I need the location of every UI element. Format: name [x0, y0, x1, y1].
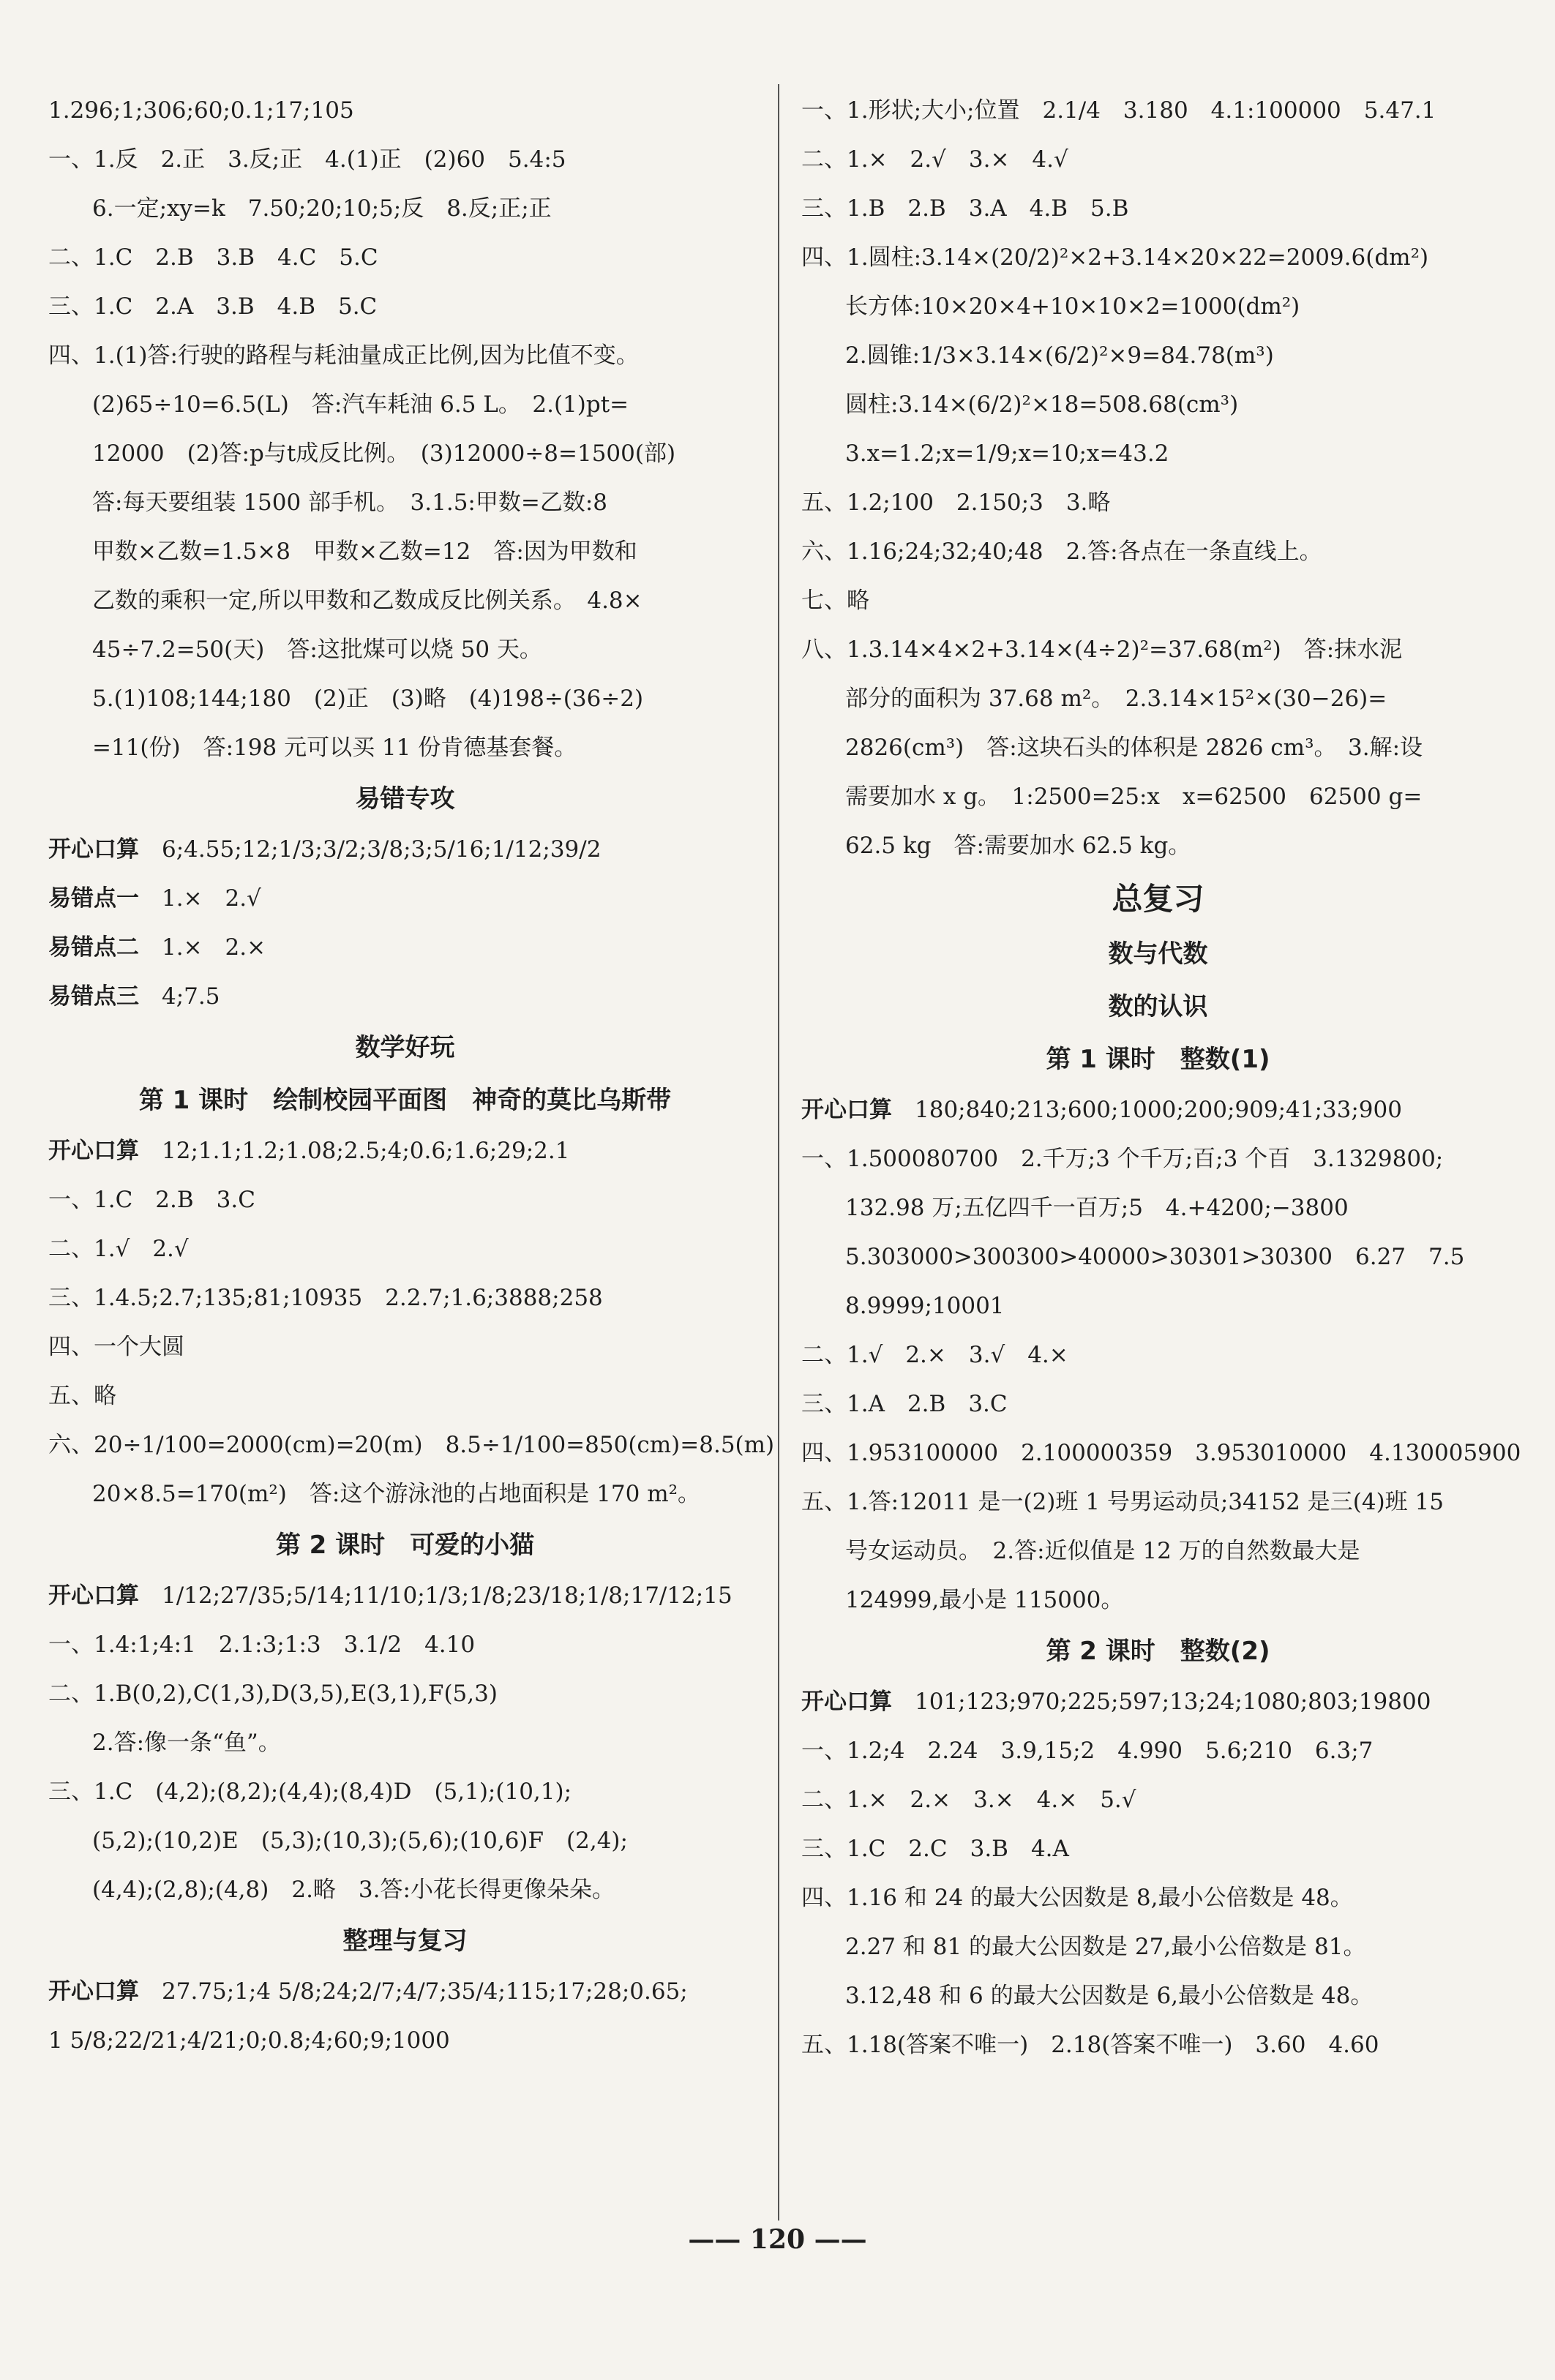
kaixin-line — [48, 1127, 762, 1176]
answer-line: (4,4);(2,8);(4,8) 2.略 3.答:小花长得更像朵朵。 — [92, 1877, 615, 1903]
kaixin-value: 12;1.1;1.2;1.08;2.5;4;0.6;1.6;29;2.1 — [162, 1138, 570, 1164]
error-point-label: 易错点二 — [48, 934, 139, 961]
answer-line: 二、1.B(0,2),C(1,3),D(3,5),E(3,1),F(5,3) — [48, 1681, 498, 1707]
answer-line: 1 5/8;22/21;4/21;0;0.8;4;60;9;1000 — [48, 2027, 450, 2054]
answer-line: 四、1.953100000 2.100000359 3.953010000 4.130005900 — [801, 1440, 1521, 1466]
answer-line: 三、1.C 2.A 3.B 4.B 5.C — [48, 293, 378, 320]
answer-line: 四、1.16 和 24 的最大公因数是 8,最小公倍数是 48。 — [801, 1885, 1353, 1911]
answer-line: 三、1.4.5;2.7;135;81;10935 2.2.7;1.6;3888;258 — [48, 1285, 603, 1311]
kaixin-label: 开心口算 — [801, 1097, 892, 1123]
error-point-line — [48, 874, 762, 923]
lesson-title: 第 2 课时 可爱的小猫 — [275, 1531, 535, 1560]
answer-line: 二、1.√ 2.√ — [48, 1236, 189, 1262]
answer-line: 一、1.500080700 2.千万;3 个千万;百;3 个百 3.1329800; — [801, 1146, 1444, 1172]
error-point-value: 4;7.5 — [162, 983, 220, 1010]
answer-line: 3.12,48 和 6 的最大公因数是 6,最小公倍数是 48。 — [845, 1983, 1374, 2009]
answer-line: 七、略 — [801, 588, 869, 614]
answer-line: 四、一个大圆 — [48, 1334, 184, 1360]
answer-line: 一、1.2;4 2.24 3.9,15;2 4.990 5.6;210 6.3;7 — [801, 1738, 1374, 1764]
answer-line: 一、1.C 2.B 3.C — [48, 1187, 255, 1213]
error-point-label: 易错点三 — [48, 983, 139, 1010]
answer-line: 6.一定;xy=k 7.50;20;10;5;反 8.反;正;正 — [92, 195, 552, 222]
kaixin-label: 开心口算 — [48, 836, 139, 863]
answer-line: 45÷7.2=50(天) 答:这批煤可以烧 50 天。 — [92, 637, 542, 663]
subsection-title: 数的认识 — [1108, 992, 1208, 1021]
chapter-title: 总复习 — [1112, 881, 1204, 917]
answer-line: 一、1.形状;大小;位置 2.1/4 3.180 4.1:100000 5.47.1 — [801, 97, 1436, 124]
answer-line: 12000 (2)答:p与t成反比例。 (3)12000÷8=1500(部) — [92, 440, 676, 467]
answer-line: 四、1.(1)答:行驶的路程与耗油量成正比例,因为比值不变。 — [48, 342, 639, 369]
answer-line: 2.圆锥:1/3×3.14×(6/2)²×9=84.78(m³) — [845, 342, 1274, 369]
answer-line: 3.x=1.2;x=1/9;x=10;x=43.2 — [845, 440, 1169, 467]
kaixin-value: 101;123;970;225;597;13;24;1080;803;19800 — [915, 1689, 1431, 1715]
section-title: 易错专攻 — [355, 784, 455, 814]
answer-line: 二、1.× 2.√ 3.× 4.√ — [801, 146, 1068, 173]
answer-line: (5,2);(10,2)E (5,3);(10,3);(5,6);(10,6)F (2,4); — [92, 1828, 628, 1854]
answer-line: 号女运动员。 2.答:近似值是 12 万的自然数最大是 — [845, 1538, 1360, 1564]
lesson-title: 第 1 课时 整数(1) — [1046, 1045, 1270, 1074]
answer-line: 132.98 万;五亿四千一百万;5 4.+4200;−3800 — [845, 1195, 1349, 1221]
answer-line: 8.9999;10001 — [845, 1293, 1005, 1319]
answer-line: 2826(cm³) 答:这块石头的体积是 2826 cm³。 3.解:设 — [845, 735, 1423, 761]
answer-line: 四、1.圆柱:3.14×(20/2)²×2+3.14×20×22=2009.6(dm²) — [801, 244, 1429, 271]
answer-line: 部分的面积为 37.68 m²。 2.3.14×15²×(30−26)= — [845, 686, 1387, 712]
kaixin-label: 开心口算 — [801, 1689, 892, 1715]
answer-line: 三、1.A 2.B 3.C — [801, 1391, 1008, 1417]
answer-line: 20×8.5=170(m²) 答:这个游泳池的占地面积是 170 m²。 — [92, 1481, 701, 1507]
section-title: 数与代数 — [1108, 939, 1208, 969]
left-column — [48, 86, 775, 2065]
answer-line: 二、1.× 2.× 3.× 4.× 5.√ — [801, 1787, 1136, 1813]
kaixin-value: 180;840;213;600;1000;200;909;41;33;900 — [915, 1097, 1402, 1123]
answer-line: 五、略 — [48, 1383, 116, 1409]
kaixin-line — [801, 1678, 1515, 1727]
answer-line: 乙数的乘积一定,所以甲数和乙数成反比例关系。 4.8× — [92, 588, 642, 614]
answer-line: 一、1.4:1;4:1 2.1:3;1:3 3.1/2 4.10 — [48, 1632, 476, 1658]
answer-line: 124999,最小是 115000。 — [845, 1587, 1124, 1613]
kaixin-label: 开心口算 — [48, 1583, 139, 1609]
column-divider — [778, 84, 779, 2221]
answer-line: 八、1.3.14×4×2+3.14×(4÷2)²=37.68(m²) 答:抹水泥 — [801, 637, 1403, 663]
error-point-line — [48, 972, 762, 1021]
answer-line: 二、1.C 2.B 3.B 4.C 5.C — [48, 244, 378, 271]
error-point-value: 1.× 2.√ — [162, 885, 261, 912]
error-point-value: 1.× 2.× — [162, 934, 266, 961]
answer-line: =11(份) 答:198 元可以买 11 份肯德基套餐。 — [92, 735, 577, 761]
kaixin-value: 6;4.55;12;1/3;3/2;3/8;3;5/16;1/12;39/2 — [162, 836, 602, 863]
answer-line: 62.5 kg 答:需要加水 62.5 kg。 — [845, 833, 1191, 859]
answer-line: (2)65÷10=6.5(L) 答:汽车耗油 6.5 L。 2.(1)pt= — [92, 391, 629, 418]
answer-line: 六、1.16;24;32;40;48 2.答:各点在一条直线上。 — [801, 538, 1322, 565]
lesson-title: 第 2 课时 整数(2) — [1046, 1637, 1270, 1666]
kaixin-line — [48, 825, 762, 874]
answer-line: 五、1.2;100 2.150;3 3.略 — [801, 489, 1111, 516]
answer-line: 5.303000>300300>40000>30301>30300 6.27 7.5 — [845, 1244, 1465, 1270]
answer-line: 三、1.B 2.B 3.A 4.B 5.B — [801, 195, 1129, 222]
error-point-line — [48, 923, 762, 972]
answer-line: 二、1.√ 2.× 3.√ 4.× — [801, 1342, 1068, 1368]
answer-line: 答:每天要组装 1500 部手机。 3.1.5:甲数=乙数:8 — [92, 489, 608, 516]
answer-line: 一、1.反 2.正 3.反;正 4.(1)正 (2)60 5.4:5 — [48, 146, 566, 173]
answer-line: 1.296;1;306;60;0.1;17;105 — [48, 97, 354, 124]
page-number-value: 120 — [749, 2224, 806, 2255]
section-title: 数学好玩 — [355, 1033, 455, 1062]
answer-line: 甲数×乙数=1.5×8 甲数×乙数=12 答:因为甲数和 — [92, 538, 637, 565]
answer-line: 五、1.答:12011 是一(2)班 1 号男运动员;34152 是三(4)班 15 — [801, 1489, 1444, 1515]
page-number: —— 120 —— — [688, 2224, 867, 2255]
answer-line: 5.(1)108;144;180 (2)正 (3)略 (4)198÷(36÷2) — [92, 686, 644, 712]
answer-line: 三、1.C (4,2);(8,2);(4,4);(8,4)D (5,1);(10,1); — [48, 1779, 572, 1805]
answer-line: 2.27 和 81 的最大公因数是 27,最小公倍数是 81。 — [845, 1934, 1366, 1960]
error-point-label: 易错点一 — [48, 885, 139, 912]
kaixin-value: 1/12;27/35;5/14;11/10;1/3;1/8;23/18;1/8;17/12;15 — [162, 1583, 732, 1609]
kaixin-line — [48, 1572, 762, 1621]
answer-line: 长方体:10×20×4+10×10×2=1000(dm²) — [845, 293, 1300, 320]
right-column — [801, 86, 1521, 2070]
kaixin-value: 27.75;1;4 5/8;24;2/7;4/7;35/4;115;17;28;0.65; — [162, 1978, 688, 2005]
lesson-title: 第 1 课时 绘制校园平面图 神奇的莫比乌斯带 — [138, 1086, 672, 1115]
kaixin-label: 开心口算 — [48, 1978, 139, 2005]
answer-line: 需要加水 x g。 1:2500=25:x x=62500 62500 g= — [845, 784, 1423, 810]
kaixin-label: 开心口算 — [48, 1138, 139, 1164]
answer-line: 2.答:像一条“鱼”。 — [92, 1730, 281, 1756]
answer-line: 六、20÷1/100=2000(cm)=20(m) 8.5÷1/100=850(cm)=8.5(m) — [48, 1432, 775, 1458]
kaixin-line — [801, 1086, 1515, 1135]
answer-line: 五、1.18(答案不唯一) 2.18(答案不唯一) 3.60 4.60 — [801, 2032, 1379, 2058]
answer-line: 三、1.C 2.C 3.B 4.A — [801, 1836, 1069, 1862]
section-title: 整理与复习 — [342, 1926, 468, 1956]
kaixin-line — [48, 1967, 762, 2016]
answer-line: 圆柱:3.14×(6/2)²×18=508.68(cm³) — [845, 391, 1239, 418]
